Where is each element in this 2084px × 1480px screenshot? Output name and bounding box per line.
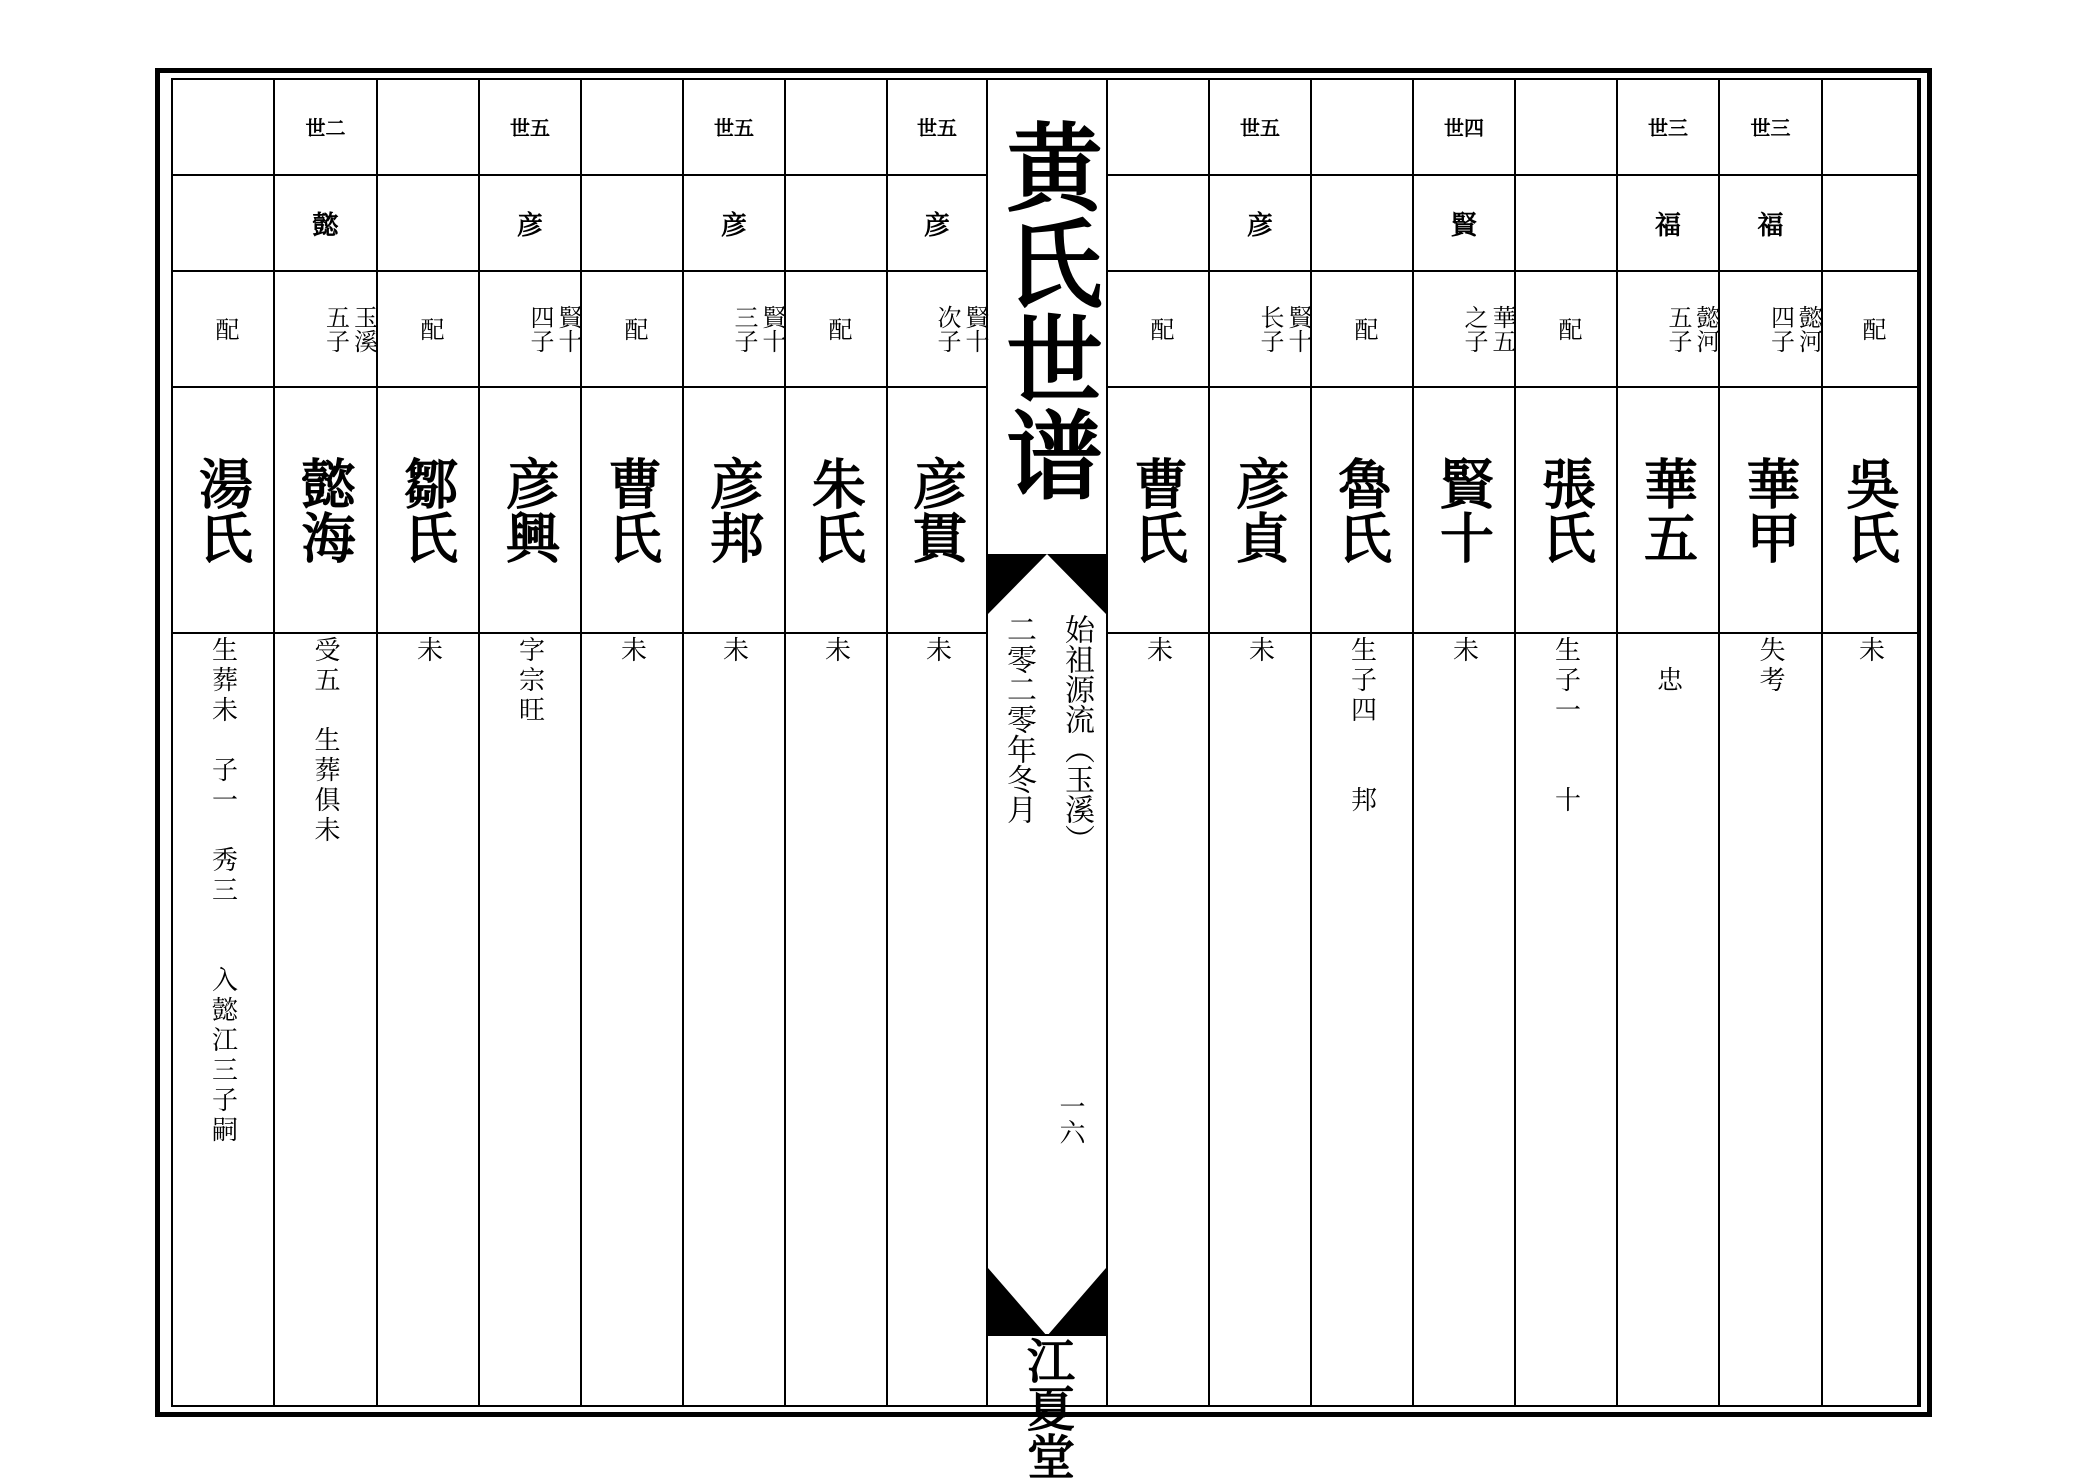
relation-cell xyxy=(582,272,682,388)
person-name-text: 懿海 xyxy=(293,456,357,564)
relation-parent: 配 xyxy=(824,317,852,341)
note-line: 未 xyxy=(820,636,851,666)
note-line: 未 xyxy=(1142,636,1173,666)
generation-character xyxy=(786,176,886,272)
biography-note xyxy=(1720,636,1821,1407)
generation-label: 世三 xyxy=(1720,78,1821,176)
person-name xyxy=(1516,388,1616,634)
biography-note xyxy=(1210,636,1310,1407)
relation-cell xyxy=(1210,272,1310,388)
generation-label xyxy=(1108,78,1208,176)
relation-order: 五子 xyxy=(321,305,350,353)
note-line: 失考 xyxy=(1755,636,1785,696)
relation-cell xyxy=(275,272,376,388)
genealogy-column xyxy=(173,78,275,1407)
genealogy-column xyxy=(1516,78,1618,1407)
genealogy-column xyxy=(1618,78,1720,1407)
genealogy-column xyxy=(582,78,684,1407)
generation-label: 世二 xyxy=(275,78,376,176)
relation-parent: 賢十 xyxy=(961,305,989,353)
hall-name: 江夏堂 xyxy=(1018,1336,1075,1480)
relation-cell xyxy=(1618,272,1718,388)
relation-order: 之子 xyxy=(1460,305,1488,353)
person-name xyxy=(275,388,376,634)
generation-label xyxy=(1516,78,1616,176)
relation-cell xyxy=(1720,272,1821,388)
relation-parent: 配 xyxy=(1554,317,1582,341)
generation-label: 世五 xyxy=(888,78,986,176)
note-line: 未 xyxy=(412,636,443,666)
generation-character: 福 xyxy=(1720,176,1821,272)
generation-character: 彦 xyxy=(480,176,580,272)
relation-cell xyxy=(1823,272,1917,388)
person-name xyxy=(173,388,273,634)
biography-note xyxy=(1312,636,1412,1407)
generation-character: 彦 xyxy=(1210,176,1310,272)
relation-order: 长子 xyxy=(1256,305,1284,353)
relation-cell xyxy=(1108,272,1208,388)
biography-note xyxy=(173,636,273,1407)
genealogy-column xyxy=(786,78,888,1407)
biography-note xyxy=(1618,636,1718,1407)
person-name xyxy=(1108,388,1208,634)
relation-cell xyxy=(173,272,273,388)
person-name-text: 曹氏 xyxy=(1125,456,1190,564)
genealogy-column xyxy=(684,78,786,1407)
generation-character: 賢 xyxy=(1414,176,1514,272)
genealogy-column xyxy=(1823,78,1919,1407)
generation-character xyxy=(378,176,478,272)
biography-note xyxy=(378,636,478,1407)
relation-parent: 配 xyxy=(1350,317,1378,341)
person-name xyxy=(1210,388,1310,634)
generation-label xyxy=(582,78,682,176)
person-name-text: 彦貫 xyxy=(904,456,969,564)
note-line: 未 xyxy=(616,636,647,666)
person-name-text: 彦興 xyxy=(497,456,562,564)
relation-parent: 懿河 xyxy=(1794,305,1823,353)
generation-character: 彦 xyxy=(684,176,784,272)
generation-character xyxy=(582,176,682,272)
biography-note xyxy=(275,636,376,1407)
relation-cell xyxy=(1414,272,1514,388)
person-name-text: 鄒氏 xyxy=(395,456,460,564)
relation-order: 五子 xyxy=(1664,305,1692,353)
generation-label: 世三 xyxy=(1618,78,1718,176)
biography-note xyxy=(1516,636,1616,1407)
relation-cell xyxy=(480,272,580,388)
genealogy-column xyxy=(1312,78,1414,1407)
spine-column xyxy=(988,78,1108,1480)
relation-parent: 華五 xyxy=(1488,305,1516,353)
generation-label: 世五 xyxy=(480,78,580,176)
genealogy-column xyxy=(1210,78,1312,1407)
person-name-text: 華五 xyxy=(1635,456,1700,564)
fishtail-top-icon xyxy=(988,554,1106,614)
note-line: 生葬未 子一 秀三 入懿江三子嗣 xyxy=(207,636,238,1146)
generation-character xyxy=(173,176,273,272)
generation-character: 懿 xyxy=(275,176,376,272)
relation-cell xyxy=(378,272,478,388)
note-line: 未 xyxy=(718,636,749,666)
relation-parent: 懿河 xyxy=(1692,305,1720,353)
relation-order: 三子 xyxy=(730,305,758,353)
fishtail-bottom-icon xyxy=(988,1268,1106,1336)
relation-order: 次子 xyxy=(933,305,961,353)
biography-note xyxy=(786,636,886,1407)
relation-parent: 賢十 xyxy=(758,305,786,353)
relation-cell xyxy=(1312,272,1412,388)
person-name xyxy=(1823,388,1917,634)
person-name-text: 彦貞 xyxy=(1227,456,1292,564)
generation-label: 世四 xyxy=(1414,78,1514,176)
relation-cell xyxy=(684,272,784,388)
relation-parent: 賢十 xyxy=(1284,305,1312,353)
person-name-text: 張氏 xyxy=(1533,456,1598,564)
relation-order: 四子 xyxy=(526,305,554,353)
person-name xyxy=(582,388,682,634)
note-line: 受五 生葬俱未 xyxy=(310,636,340,846)
note-line: 生子四 邦 xyxy=(1346,636,1377,816)
note-line: 忠 xyxy=(1652,636,1683,696)
generation-character xyxy=(1516,176,1616,272)
book-title: 黄氏世谱 xyxy=(991,118,1104,502)
generation-character xyxy=(1823,176,1917,272)
note-line: 生子一 十 xyxy=(1550,636,1581,816)
note-line: 未 xyxy=(1244,636,1275,666)
person-name xyxy=(1618,388,1718,634)
generation-character: 福 xyxy=(1618,176,1718,272)
page-number: 一六 xyxy=(1055,1093,1085,1145)
generation-label xyxy=(173,78,273,176)
person-name xyxy=(1312,388,1412,634)
note-line: 未 xyxy=(921,636,952,666)
biography-note xyxy=(582,636,682,1407)
biography-note xyxy=(1823,636,1917,1407)
relation-parent: 配 xyxy=(1858,317,1886,341)
spine-subtitle xyxy=(988,614,1106,854)
biography-note xyxy=(684,636,784,1407)
source-title: 始祖源流（玉溪） xyxy=(1059,614,1094,854)
biography-note xyxy=(480,636,580,1407)
generation-label xyxy=(378,78,478,176)
note-line: 未 xyxy=(1448,636,1479,666)
generation-label xyxy=(1823,78,1917,176)
generation-label: 世五 xyxy=(684,78,784,176)
genealogy-column xyxy=(480,78,582,1407)
relation-parent: 配 xyxy=(211,317,239,341)
genealogy-column xyxy=(888,78,988,1407)
biography-note xyxy=(1414,636,1514,1407)
person-name xyxy=(786,388,886,634)
relation-parent: 玉溪 xyxy=(349,305,378,353)
person-name xyxy=(888,388,986,634)
relation-cell xyxy=(888,272,989,388)
relation-parent: 配 xyxy=(620,317,648,341)
generation-character xyxy=(1108,176,1208,272)
relation-cell xyxy=(1516,272,1616,388)
genealogy-column xyxy=(1108,78,1210,1407)
compile-date: 二零二零年冬月 xyxy=(1001,614,1036,824)
person-name-text: 湯氏 xyxy=(190,456,255,564)
person-name-text: 魯氏 xyxy=(1329,456,1394,564)
person-name-text: 華甲 xyxy=(1738,456,1802,564)
generation-label xyxy=(1312,78,1412,176)
genealogy-column xyxy=(1720,78,1823,1407)
relation-parent: 配 xyxy=(1146,317,1174,341)
relation-order: 四子 xyxy=(1766,305,1795,353)
biography-note xyxy=(888,636,986,1407)
person-name xyxy=(480,388,580,634)
note-line: 字宗旺 xyxy=(514,636,545,726)
relation-cell xyxy=(786,272,886,388)
genealogy-column xyxy=(275,78,378,1407)
person-name xyxy=(378,388,478,634)
person-name-text: 曹氏 xyxy=(599,456,664,564)
relation-parent: 配 xyxy=(416,317,444,341)
generation-label: 世五 xyxy=(1210,78,1310,176)
generation-character xyxy=(1312,176,1412,272)
genealogy-column xyxy=(378,78,480,1407)
genealogy-column xyxy=(1414,78,1516,1407)
generation-character: 彦 xyxy=(888,176,986,272)
person-name-text: 彦邦 xyxy=(701,456,766,564)
person-name xyxy=(1414,388,1514,634)
note-line: 未 xyxy=(1854,636,1885,666)
person-name-text: 朱氏 xyxy=(803,456,868,564)
relation-parent: 賢十 xyxy=(554,305,582,353)
generation-label xyxy=(786,78,886,176)
biography-note xyxy=(1108,636,1208,1407)
person-name-text: 賢十 xyxy=(1431,456,1496,564)
person-name xyxy=(1720,388,1821,634)
person-name-text: 吳氏 xyxy=(1837,456,1902,564)
person-name xyxy=(684,388,784,634)
